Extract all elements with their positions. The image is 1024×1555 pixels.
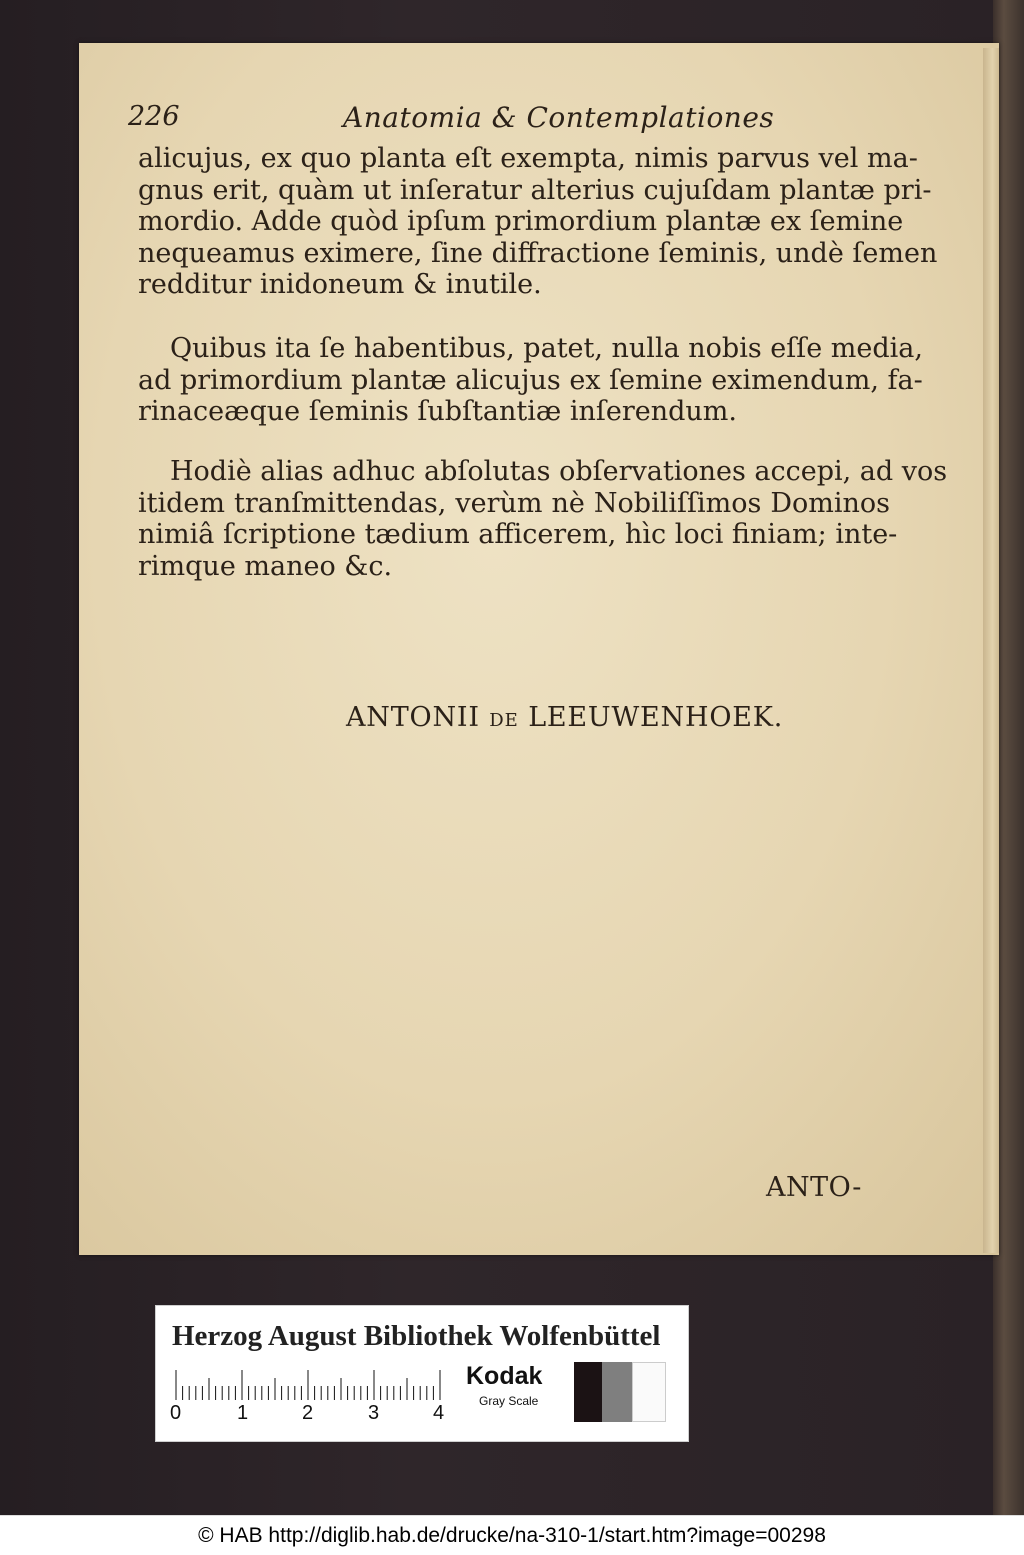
white-swatch: [632, 1362, 666, 1422]
black-swatch: [574, 1362, 602, 1422]
author-signature: [346, 702, 783, 733]
page-header: [128, 101, 888, 141]
text-line: nequeamus eximere, ſine diffractione ſeminis, undè ſemen: [138, 237, 938, 269]
copyright-text: © HAB http://diglib.hab.de/drucke/na-310-1/start.htm?image=00298: [198, 1524, 826, 1547]
text-line: Hodiè alias adhuc abſolutas obſervationes accepi, ad vos: [170, 456, 948, 487]
paragraph-1: [138, 143, 938, 301]
signature-particle: DE: [489, 710, 519, 731]
running-title: Anatomia & Contemplationes: [343, 101, 775, 134]
text-line: gnus erit, quàm ut inſeratur alterius cujuſdam plantæ pri-: [138, 174, 932, 206]
footer-bar: [0, 1515, 1024, 1555]
color-calibration-card: [155, 1305, 689, 1442]
text-line: nimiâ ſcriptione tædium afficerem, hìc loci finiam; inte-: [138, 519, 898, 550]
page-number: 226: [128, 101, 180, 132]
catchword: ANTO-: [766, 1172, 862, 1203]
signature-first-name: ANTONII: [346, 702, 480, 733]
text-line: rinaceæque ſeminis ſubſtantiæ inſerendum.: [138, 396, 737, 427]
ruler-number: 1: [237, 1402, 249, 1424]
ruler-number: 0: [170, 1402, 182, 1424]
paragraph-2: [138, 333, 923, 428]
text-line: alicujus, ex quo planta eſt exempta, nimis parvus vel ma-: [138, 143, 918, 174]
card-title: Herzog August Bibliothek Wolfenbüttel: [172, 1320, 661, 1352]
ruler-number: 2: [302, 1402, 314, 1424]
ruler-number: 4: [433, 1402, 445, 1424]
gray-swatch: [602, 1362, 632, 1422]
paragraph-3: [138, 456, 948, 582]
ruler-number: 3: [368, 1402, 380, 1424]
text-line: itidem tranſmittendas, verùm nè Nobiliſſimos Dominos: [138, 487, 890, 519]
text-line: ad primordium plantæ alicujus ex ſemine eximendum, fa-: [138, 364, 923, 396]
text-line: rimque maneo &c.: [138, 550, 393, 582]
page-gutter-shadow: [983, 48, 999, 1253]
text-line: Quibus ita ſe habentibus, patet, nulla nobis eſſe media,: [170, 333, 923, 364]
ruler-ticks: [174, 1366, 446, 1406]
text-line: mordio. Adde quòd ipſum primordium plantæ ex ſemine: [138, 206, 904, 237]
signature-last-name: LEEUWENHOEK.: [528, 702, 784, 733]
gray-scale-label: Gray Scale: [479, 1394, 539, 1408]
kodak-logo-text: Kodak: [466, 1362, 543, 1390]
text-line: redditur inidoneum & inutile.: [138, 269, 542, 300]
